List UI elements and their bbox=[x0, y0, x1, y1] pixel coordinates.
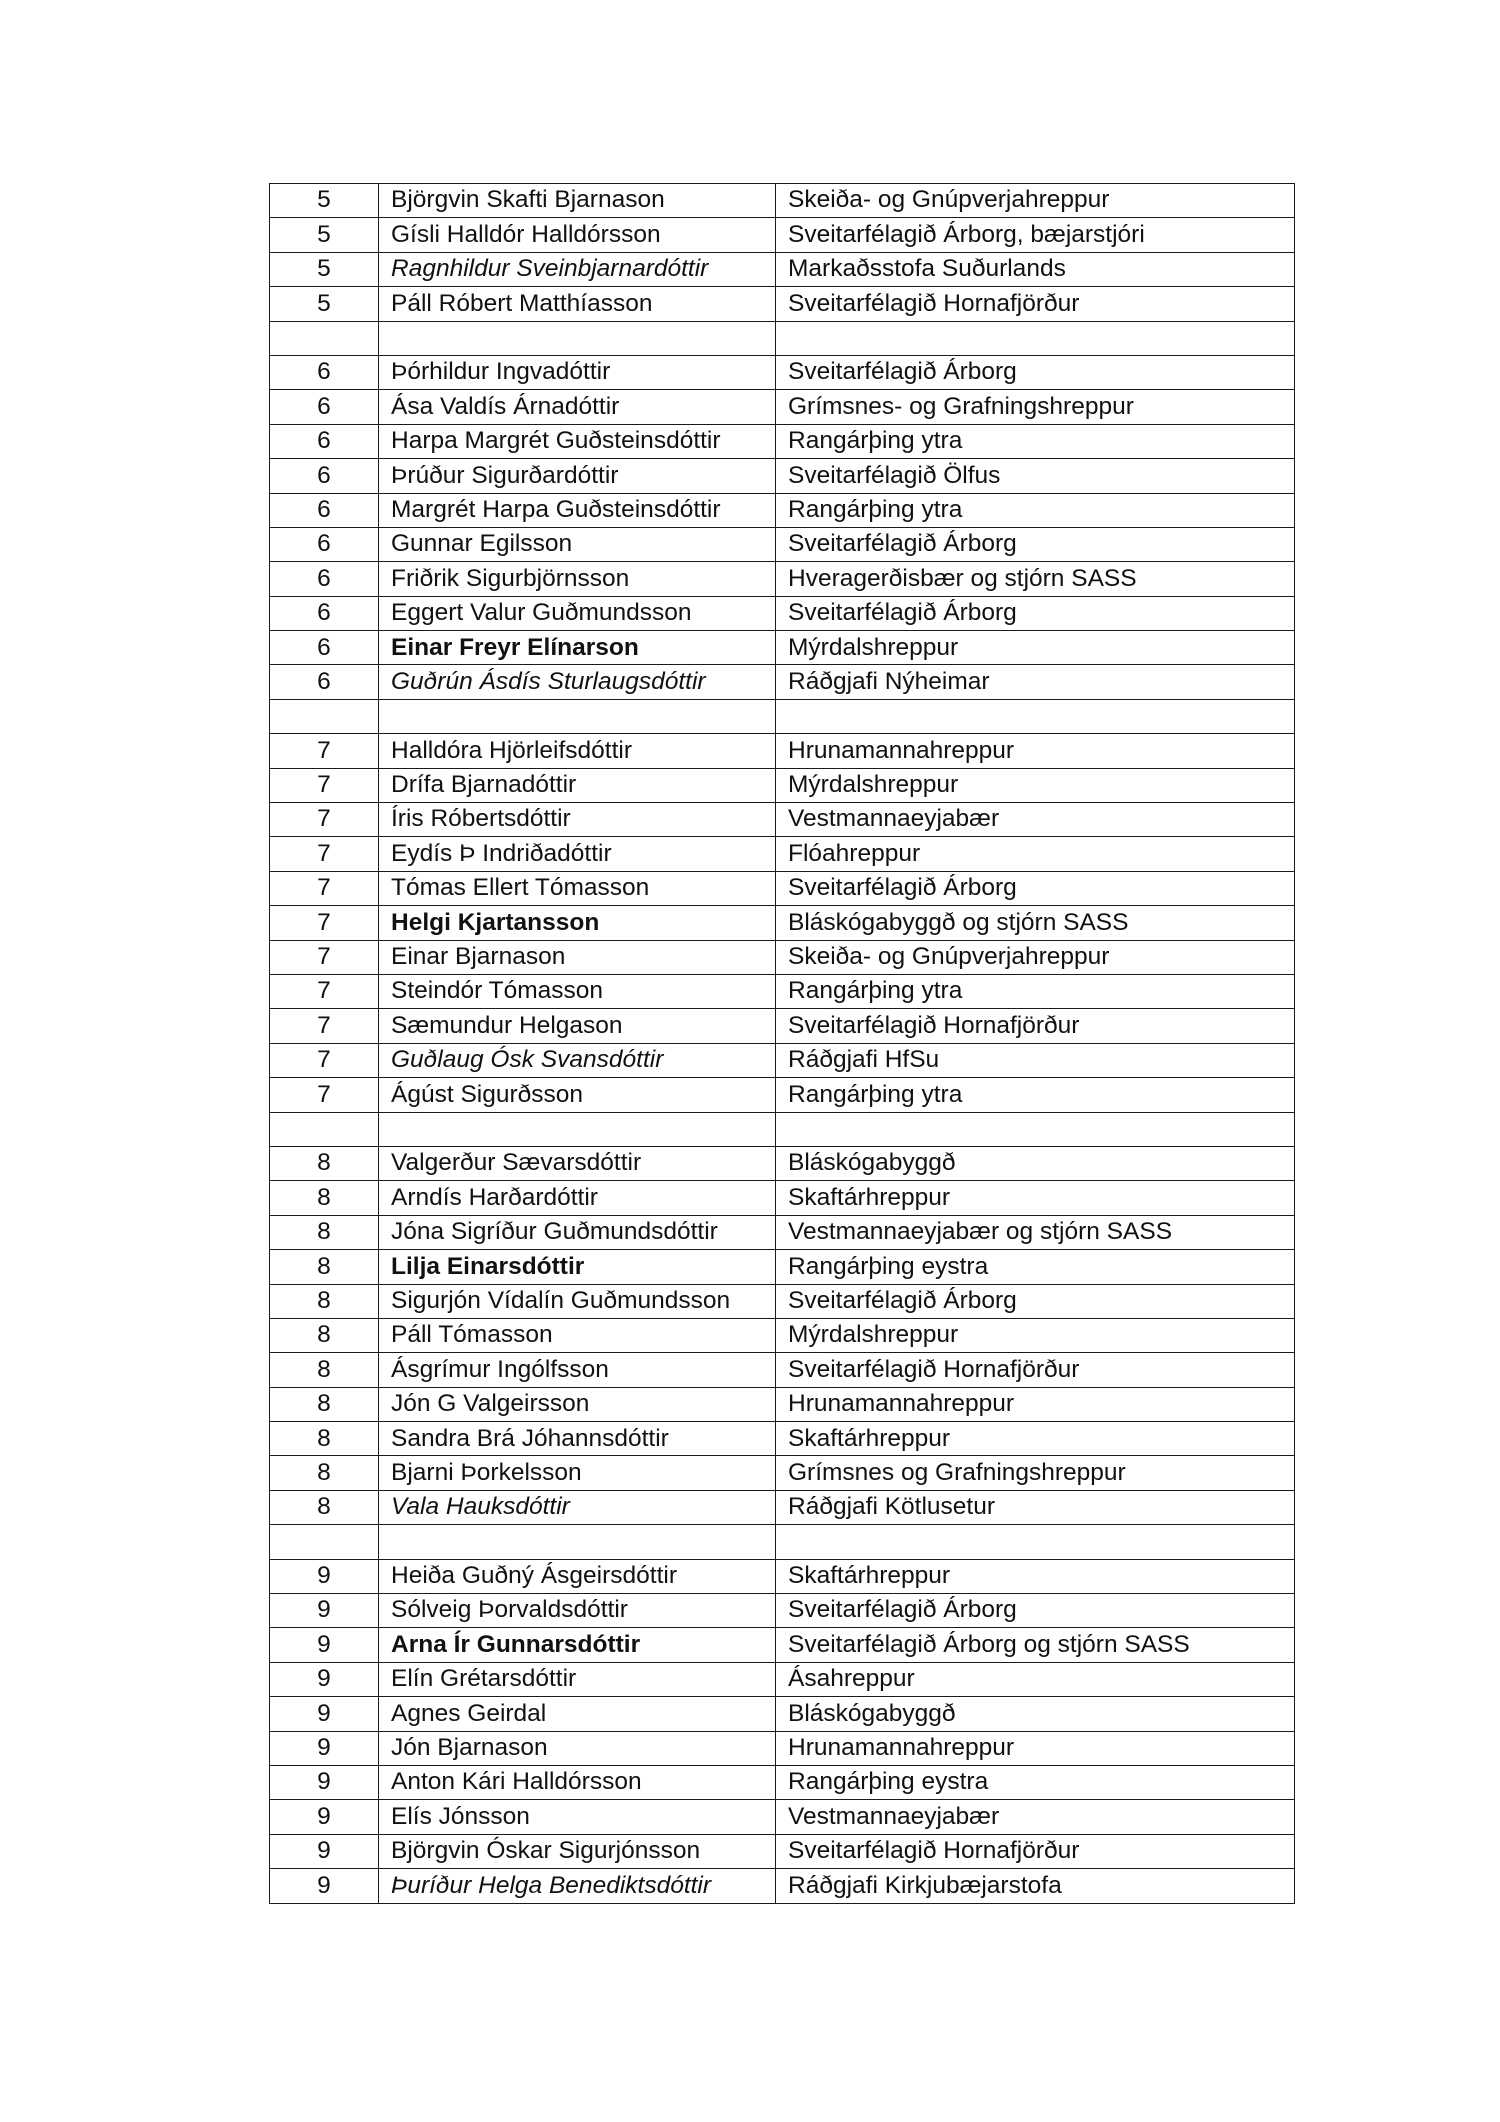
table-row bbox=[270, 1318, 1295, 1352]
member-name-cell: Björgvin Skafti Bjarnason bbox=[379, 184, 776, 218]
group-number-cell: 9 bbox=[270, 1765, 379, 1799]
member-name-cell: Jón G Valgeirsson bbox=[379, 1387, 776, 1421]
group-number-cell: 6 bbox=[270, 596, 379, 630]
organization-cell: Mýrdalshreppur bbox=[776, 768, 1295, 802]
member-name-cell: Margrét Harpa Guðsteinsdóttir bbox=[379, 493, 776, 527]
table-row bbox=[270, 665, 1295, 699]
table-row bbox=[270, 1181, 1295, 1215]
group-number-cell: 8 bbox=[270, 1422, 379, 1456]
empty-cell bbox=[776, 321, 1295, 355]
organization-cell: Grímsnes- og Grafningshreppur bbox=[776, 390, 1295, 424]
table-row bbox=[270, 1422, 1295, 1456]
table-row bbox=[270, 1009, 1295, 1043]
roster-table bbox=[269, 183, 1295, 1904]
table-row bbox=[270, 562, 1295, 596]
group-number-cell: 7 bbox=[270, 871, 379, 905]
organization-cell: Ráðgjafi Kötlusetur bbox=[776, 1490, 1295, 1524]
organization-cell: Skeiða- og Gnúpverjahreppur bbox=[776, 940, 1295, 974]
organization-cell: Rangárþing eystra bbox=[776, 1765, 1295, 1799]
empty-cell bbox=[270, 1525, 379, 1559]
group-number-cell: 7 bbox=[270, 906, 379, 940]
organization-cell: Bláskógabyggð bbox=[776, 1146, 1295, 1180]
table-row bbox=[270, 424, 1295, 458]
table-row bbox=[270, 803, 1295, 837]
table-row bbox=[270, 1250, 1295, 1284]
group-number-cell: 7 bbox=[270, 768, 379, 802]
group-number-cell: 8 bbox=[270, 1250, 379, 1284]
empty-cell bbox=[776, 699, 1295, 733]
member-name-cell: Gísli Halldór Halldórsson bbox=[379, 218, 776, 252]
table-row bbox=[270, 1284, 1295, 1318]
group-number-cell: 9 bbox=[270, 1559, 379, 1593]
group-number-cell: 8 bbox=[270, 1284, 379, 1318]
member-name-cell: Guðlaug Ósk Svansdóttir bbox=[379, 1043, 776, 1077]
group-number-cell: 6 bbox=[270, 665, 379, 699]
organization-cell: Hrunamannahreppur bbox=[776, 734, 1295, 768]
table-row bbox=[270, 1800, 1295, 1834]
group-number-cell: 9 bbox=[270, 1800, 379, 1834]
group-number-cell: 7 bbox=[270, 940, 379, 974]
empty-cell bbox=[379, 1525, 776, 1559]
group-number-cell: 7 bbox=[270, 974, 379, 1008]
member-name-cell: Gunnar Egilsson bbox=[379, 527, 776, 561]
organization-cell: Ráðgjafi HfSu bbox=[776, 1043, 1295, 1077]
table-row bbox=[270, 1731, 1295, 1765]
spacer-row bbox=[270, 1112, 1295, 1146]
organization-cell: Sveitarfélagið Árborg bbox=[776, 871, 1295, 905]
organization-cell: Bláskógabyggð bbox=[776, 1697, 1295, 1731]
group-number-cell: 7 bbox=[270, 1043, 379, 1077]
group-number-cell: 5 bbox=[270, 252, 379, 286]
empty-cell bbox=[270, 1112, 379, 1146]
organization-cell: Hrunamannahreppur bbox=[776, 1387, 1295, 1421]
empty-cell bbox=[379, 321, 776, 355]
organization-cell: Rangárþing ytra bbox=[776, 424, 1295, 458]
member-name-cell: Einar Bjarnason bbox=[379, 940, 776, 974]
organization-cell: Sveitarfélagið Árborg bbox=[776, 527, 1295, 561]
member-name-cell: Bjarni Þorkelsson bbox=[379, 1456, 776, 1490]
organization-cell: Bláskógabyggð og stjórn SASS bbox=[776, 906, 1295, 940]
spacer-row bbox=[270, 699, 1295, 733]
group-number-cell: 8 bbox=[270, 1387, 379, 1421]
member-name-cell: Harpa Margrét Guðsteinsdóttir bbox=[379, 424, 776, 458]
group-number-cell: 5 bbox=[270, 287, 379, 321]
group-number-cell: 9 bbox=[270, 1628, 379, 1662]
table-row bbox=[270, 1869, 1295, 1903]
member-name-cell: Arndís Harðardóttir bbox=[379, 1181, 776, 1215]
organization-cell: Sveitarfélagið Árborg bbox=[776, 1284, 1295, 1318]
empty-cell bbox=[270, 699, 379, 733]
group-number-cell: 6 bbox=[270, 493, 379, 527]
group-number-cell: 6 bbox=[270, 527, 379, 561]
organization-cell: Sveitarfélagið Árborg og stjórn SASS bbox=[776, 1628, 1295, 1662]
table-row bbox=[270, 1662, 1295, 1696]
organization-cell: Rangárþing ytra bbox=[776, 1078, 1295, 1112]
table-row bbox=[270, 1387, 1295, 1421]
table-row bbox=[270, 1559, 1295, 1593]
member-name-cell: Páll Tómasson bbox=[379, 1318, 776, 1352]
organization-cell: Vestmannaeyjabær bbox=[776, 803, 1295, 837]
group-number-cell: 9 bbox=[270, 1834, 379, 1868]
organization-cell: Sveitarfélagið Árborg, bæjarstjóri bbox=[776, 218, 1295, 252]
table-row bbox=[270, 1353, 1295, 1387]
table-row bbox=[270, 1834, 1295, 1868]
member-name-cell: Halldóra Hjörleifsdóttir bbox=[379, 734, 776, 768]
organization-cell: Sveitarfélagið Árborg bbox=[776, 596, 1295, 630]
table-row bbox=[270, 631, 1295, 665]
member-name-cell: Sæmundur Helgason bbox=[379, 1009, 776, 1043]
organization-cell: Vestmannaeyjabær og stjórn SASS bbox=[776, 1215, 1295, 1249]
group-number-cell: 9 bbox=[270, 1594, 379, 1628]
organization-cell: Grímsnes og Grafningshreppur bbox=[776, 1456, 1295, 1490]
table-row bbox=[270, 734, 1295, 768]
table-row bbox=[270, 218, 1295, 252]
group-number-cell: 6 bbox=[270, 424, 379, 458]
group-number-cell: 8 bbox=[270, 1318, 379, 1352]
table-row bbox=[270, 1490, 1295, 1524]
member-name-cell: Björgvin Óskar Sigurjónsson bbox=[379, 1834, 776, 1868]
member-name-cell: Ása Valdís Árnadóttir bbox=[379, 390, 776, 424]
table-row bbox=[270, 459, 1295, 493]
member-name-cell: Friðrik Sigurbjörnsson bbox=[379, 562, 776, 596]
member-name-cell: Sandra Brá Jóhannsdóttir bbox=[379, 1422, 776, 1456]
table-row bbox=[270, 1078, 1295, 1112]
empty-cell bbox=[379, 1112, 776, 1146]
table-row bbox=[270, 871, 1295, 905]
member-name-cell: Ragnhildur Sveinbjarnardóttir bbox=[379, 252, 776, 286]
member-name-cell: Lilja Einarsdóttir bbox=[379, 1250, 776, 1284]
group-number-cell: 9 bbox=[270, 1697, 379, 1731]
member-name-cell: Ágúst Sigurðsson bbox=[379, 1078, 776, 1112]
member-name-cell: Drífa Bjarnadóttir bbox=[379, 768, 776, 802]
empty-cell bbox=[776, 1112, 1295, 1146]
member-name-cell: Arna Ír Gunnarsdóttir bbox=[379, 1628, 776, 1662]
member-name-cell: Sólveig Þorvaldsdóttir bbox=[379, 1594, 776, 1628]
table-row bbox=[270, 1043, 1295, 1077]
organization-cell: Sveitarfélagið Árborg bbox=[776, 1594, 1295, 1628]
table-row bbox=[270, 596, 1295, 630]
organization-cell: Skaftárhreppur bbox=[776, 1559, 1295, 1593]
table-row bbox=[270, 1697, 1295, 1731]
organization-cell: Ráðgjafi Nýheimar bbox=[776, 665, 1295, 699]
group-number-cell: 6 bbox=[270, 562, 379, 596]
organization-cell: Sveitarfélagið Árborg bbox=[776, 355, 1295, 389]
group-number-cell: 6 bbox=[270, 390, 379, 424]
spacer-row bbox=[270, 1525, 1295, 1559]
group-number-cell: 8 bbox=[270, 1146, 379, 1180]
member-name-cell: Eggert Valur Guðmundsson bbox=[379, 596, 776, 630]
group-number-cell: 7 bbox=[270, 1009, 379, 1043]
organization-cell: Skeiða- og Gnúpverjahreppur bbox=[776, 184, 1295, 218]
organization-cell: Sveitarfélagið Hornafjörður bbox=[776, 287, 1295, 321]
organization-cell: Markaðsstofa Suðurlands bbox=[776, 252, 1295, 286]
member-name-cell: Þrúður Sigurðardóttir bbox=[379, 459, 776, 493]
member-name-cell: Ásgrímur Ingólfsson bbox=[379, 1353, 776, 1387]
organization-cell: Skaftárhreppur bbox=[776, 1181, 1295, 1215]
table-row bbox=[270, 1765, 1295, 1799]
group-number-cell: 6 bbox=[270, 459, 379, 493]
member-name-cell: Þuríður Helga Benediktsdóttir bbox=[379, 1869, 776, 1903]
table-row bbox=[270, 974, 1295, 1008]
organization-cell: Hrunamannahreppur bbox=[776, 1731, 1295, 1765]
member-name-cell: Helgi Kjartansson bbox=[379, 906, 776, 940]
member-name-cell: Vala Hauksdóttir bbox=[379, 1490, 776, 1524]
organization-cell: Sveitarfélagið Ölfus bbox=[776, 459, 1295, 493]
group-number-cell: 8 bbox=[270, 1490, 379, 1524]
organization-cell: Flóahreppur bbox=[776, 837, 1295, 871]
member-name-cell: Einar Freyr Elínarson bbox=[379, 631, 776, 665]
table-row bbox=[270, 355, 1295, 389]
organization-cell: Rangárþing ytra bbox=[776, 493, 1295, 527]
member-name-cell: Jóna Sigríður Guðmundsdóttir bbox=[379, 1215, 776, 1249]
table-row bbox=[270, 287, 1295, 321]
member-name-cell: Valgerður Sævarsdóttir bbox=[379, 1146, 776, 1180]
group-number-cell: 9 bbox=[270, 1662, 379, 1696]
member-name-cell: Anton Kári Halldórsson bbox=[379, 1765, 776, 1799]
organization-cell: Mýrdalshreppur bbox=[776, 1318, 1295, 1352]
organization-cell: Rangárþing eystra bbox=[776, 1250, 1295, 1284]
member-name-cell: Sigurjón Vídalín Guðmundsson bbox=[379, 1284, 776, 1318]
member-name-cell: Agnes Geirdal bbox=[379, 1697, 776, 1731]
group-number-cell: 9 bbox=[270, 1869, 379, 1903]
group-number-cell: 9 bbox=[270, 1731, 379, 1765]
group-number-cell: 6 bbox=[270, 355, 379, 389]
member-name-cell: Elís Jónsson bbox=[379, 1800, 776, 1834]
table-row bbox=[270, 837, 1295, 871]
organization-cell: Skaftárhreppur bbox=[776, 1422, 1295, 1456]
member-name-cell: Guðrún Ásdís Sturlaugsdóttir bbox=[379, 665, 776, 699]
member-name-cell: Jón Bjarnason bbox=[379, 1731, 776, 1765]
group-number-cell: 8 bbox=[270, 1456, 379, 1490]
member-name-cell: Tómas Ellert Tómasson bbox=[379, 871, 776, 905]
group-number-cell: 5 bbox=[270, 218, 379, 252]
group-number-cell: 7 bbox=[270, 734, 379, 768]
member-name-cell: Eydís Þ Indriðadóttir bbox=[379, 837, 776, 871]
member-name-cell: Páll Róbert Matthíasson bbox=[379, 287, 776, 321]
group-number-cell: 8 bbox=[270, 1215, 379, 1249]
organization-cell: Sveitarfélagið Hornafjörður bbox=[776, 1009, 1295, 1043]
group-number-cell: 8 bbox=[270, 1353, 379, 1387]
table-row bbox=[270, 252, 1295, 286]
group-number-cell: 7 bbox=[270, 837, 379, 871]
member-name-cell: Steindór Tómasson bbox=[379, 974, 776, 1008]
organization-cell: Vestmannaeyjabær bbox=[776, 1800, 1295, 1834]
organization-cell: Rangárþing ytra bbox=[776, 974, 1295, 1008]
group-number-cell: 8 bbox=[270, 1181, 379, 1215]
organization-cell: Ásahreppur bbox=[776, 1662, 1295, 1696]
table-row bbox=[270, 1628, 1295, 1662]
organization-cell: Hveragerðisbær og stjórn SASS bbox=[776, 562, 1295, 596]
empty-cell bbox=[776, 1525, 1295, 1559]
member-name-cell: Íris Róbertsdóttir bbox=[379, 803, 776, 837]
table-row bbox=[270, 940, 1295, 974]
table-row bbox=[270, 1456, 1295, 1490]
table-row bbox=[270, 390, 1295, 424]
table-row bbox=[270, 768, 1295, 802]
organization-cell: Sveitarfélagið Hornafjörður bbox=[776, 1353, 1295, 1387]
member-name-cell: Elín Grétarsdóttir bbox=[379, 1662, 776, 1696]
organization-cell: Sveitarfélagið Hornafjörður bbox=[776, 1834, 1295, 1868]
member-name-cell: Heiða Guðný Ásgeirsdóttir bbox=[379, 1559, 776, 1593]
table-row bbox=[270, 1146, 1295, 1180]
group-number-cell: 7 bbox=[270, 803, 379, 837]
table-row bbox=[270, 1215, 1295, 1249]
table-row bbox=[270, 527, 1295, 561]
organization-cell: Ráðgjafi Kirkjubæjarstofa bbox=[776, 1869, 1295, 1903]
table-row bbox=[270, 493, 1295, 527]
organization-cell: Mýrdalshreppur bbox=[776, 631, 1295, 665]
group-number-cell: 7 bbox=[270, 1078, 379, 1112]
table-row bbox=[270, 1594, 1295, 1628]
group-number-cell: 6 bbox=[270, 631, 379, 665]
empty-cell bbox=[379, 699, 776, 733]
table-row bbox=[270, 906, 1295, 940]
table-row bbox=[270, 184, 1295, 218]
roster-table-body bbox=[270, 184, 1295, 1904]
spacer-row bbox=[270, 321, 1295, 355]
empty-cell bbox=[270, 321, 379, 355]
group-number-cell: 5 bbox=[270, 184, 379, 218]
member-name-cell: Þórhildur Ingvadóttir bbox=[379, 355, 776, 389]
